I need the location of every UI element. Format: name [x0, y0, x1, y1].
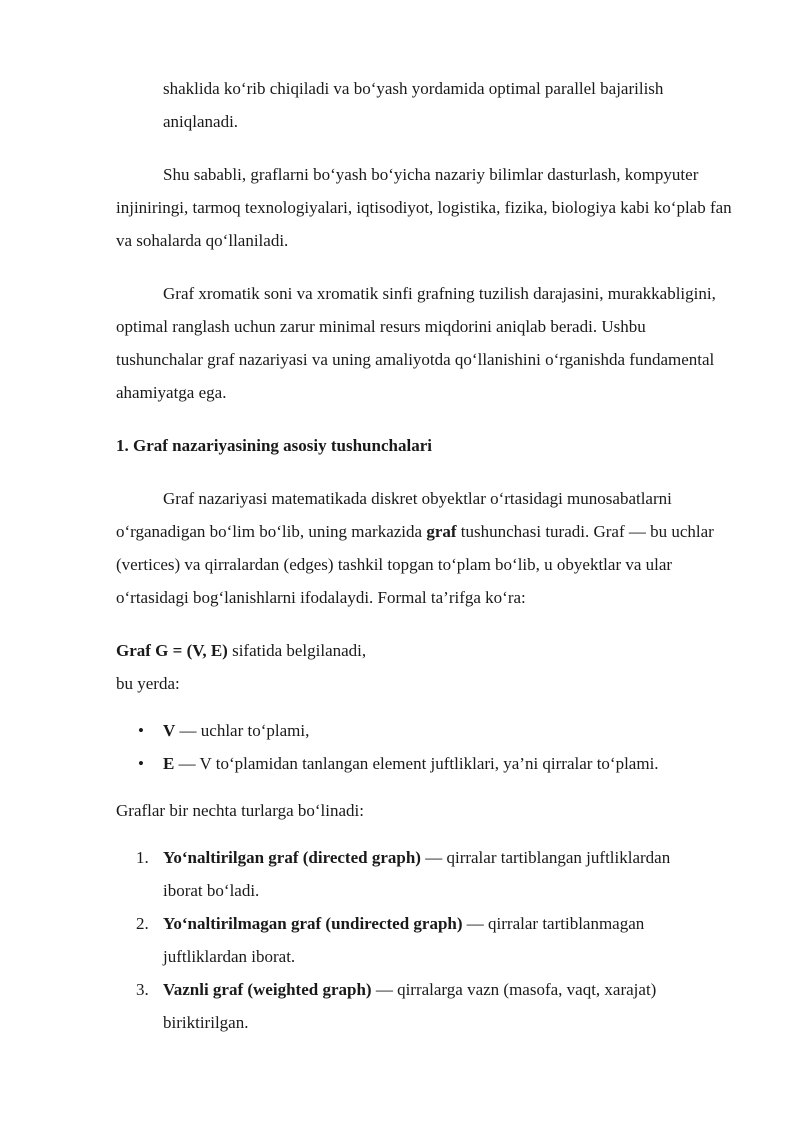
definition-bullet-list: [116, 714, 732, 780]
formal-definition-line: [116, 634, 732, 667]
page-content: [116, 72, 732, 1039]
section-heading: 1. Graf nazariyasining asosiy tushunchalari: [116, 436, 432, 455]
type-name: Yoʻnaltirilgan graf (directed graph): [163, 848, 421, 867]
list-number: 1.: [136, 848, 149, 867]
definition-text-end: tushunchasi turadi. Graf — bu uchlar (vertices) va qirralardan (edges) tashkil topgan toʻplam boʻlib, u obyektlar va ular oʻrtasidagi bogʻlanishlarni ifodalaydi. Formal ta’rifga koʻra:: [116, 522, 714, 607]
formal-definition-where: bu yerda:: [116, 674, 180, 693]
paragraph-applications: Shu sababli, graflarni boʻyash boʻyicha nazariy bilimlar dasturlash, kompyuter injiniringi, tarmoq texnologiyalari, iqtisodiyot, logistika, fizika, biologiya kabi koʻplab fan va sohalarda qoʻllaniladi.: [116, 165, 732, 250]
bullet-marker: •: [138, 754, 144, 773]
list-number: 2.: [136, 914, 149, 933]
paragraph-definition: [116, 482, 732, 614]
list-item: [116, 714, 732, 747]
bullet-text: — uchlar toʻplami,: [175, 721, 310, 740]
intro-line-2: aniqlanadi.: [163, 112, 239, 131]
bullet-term: E: [163, 754, 175, 773]
definition-text-start: Graf nazariyasi matematikada diskret obyektlar oʻrtasidagi munosabatlarni oʻrganadigan boʻlim boʻlib, uning markazida: [116, 489, 672, 541]
list-item: [116, 841, 732, 907]
bullet-term: V: [163, 721, 176, 740]
list-item: [116, 973, 732, 1039]
list-number: 3.: [136, 980, 149, 999]
list-item: [116, 907, 732, 973]
bullet-marker: •: [138, 721, 144, 740]
type-desc-cont: biriktirilgan.: [163, 1013, 249, 1032]
formal-definition-text: sifatida belgilanadi,: [227, 641, 367, 660]
graph-types-list: [116, 841, 732, 1039]
type-desc-cont: juftliklardan iborat.: [163, 947, 296, 966]
intro-line-1: shaklida koʻrib chiqiladi va boʻyash yordamida optimal parallel bajarilish: [163, 79, 664, 98]
paragraph-chromatic: Graf xromatik soni va xromatik sinfi grafning tuzilish darajasini, murakkabligini, optimal ranglash uchun zarur minimal resurs miqdorini aniqlab beradi. Ushbu tushunchalar graf nazariyasi va uning amaliyotda qoʻllanishini oʻrganishda fundamental ahamiyatga ega.: [116, 284, 716, 402]
type-desc: — qirralarga vazn (masofa, vaqt, xarajat): [371, 980, 657, 999]
intro-continuation: [116, 72, 732, 138]
type-desc: — qirralar tartiblanmagan: [462, 914, 645, 933]
type-name: Vaznli graf (weighted graph): [163, 980, 372, 999]
type-desc-cont: iborat boʻladi.: [163, 881, 260, 900]
definition-term-graf: graf: [426, 522, 457, 541]
formal-definition-formula: Graf G = (V, E): [116, 641, 228, 660]
type-desc: — qirralar tartiblangan juftliklardan: [420, 848, 671, 867]
bullet-text: — V toʻplamidan tanlangan element juftliklari, ya’ni qirralar toʻplami.: [174, 754, 659, 773]
list-item: [116, 747, 732, 780]
type-name: Yoʻnaltirilmagan graf (undirected graph): [163, 914, 463, 933]
types-intro: Graflar bir nechta turlarga boʻlinadi:: [116, 801, 364, 820]
